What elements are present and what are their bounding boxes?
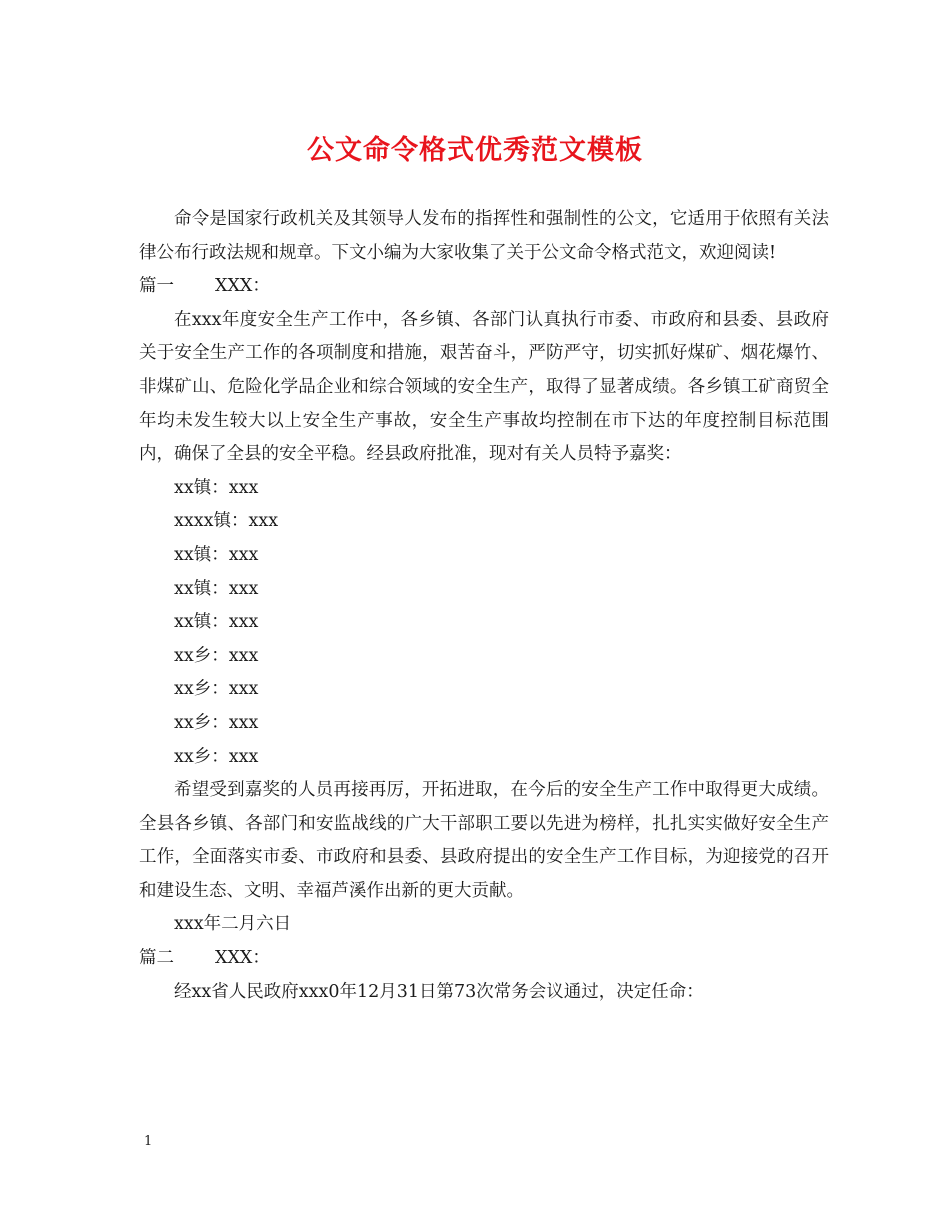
award-item: xx乡：xxx (174, 679, 259, 700)
section1-body: 在xxx年度安全生产工作中，各乡镇、各部门认真执行市委、市政府和县委、县政府关于安全生产工作的各项制度和措施，艰苦奋斗，严防严守，切实抓好煤矿、烟花爆竹、非煤矿山、危险化学品企业和综合领域的安全生产，取得了显著成绩。各乡镇工矿商贸全年均未发生较大以上安全生产事故，安全生产事故均控制在市下达的年度控制目标范围内，确保了全县的安全平稳。经县政府批准，现对有关人员特予嘉奖： (139, 309, 829, 465)
section1-date: xxx年二月六日 (174, 914, 292, 935)
section2-body: 经xx省人民政府xxx0年12月31日第73次常务会议通过，决定任命： (174, 981, 704, 1002)
page-number: 1 (144, 1134, 153, 1149)
section-addressee: XXX： (215, 276, 270, 297)
section-label: 篇一 (139, 276, 174, 297)
intro-paragraph: 命令是国家行政机关及其领导人发布的指挥性和强制性的公文，它适用于依照有关法律公布行政法规和规章。下文小编为大家收集了关于公文命令格式范文，欢迎阅读! (139, 209, 829, 263)
section1-closing: 希望受到嘉奖的人员再接再厉，开拓进取，在今后的安全生产工作中取得更大成绩。全县各乡镇、各部门和安监战线的广大干部职工要以先进为榜样，扎扎实实做好安全生产工作，全面落实市委、市政府和县委、县政府提出的安全生产工作目标，为迎接党的召开和建设生态、文明、幸福芦溪作出新的更大贡献。 (139, 780, 829, 901)
award-item: xx镇：xxx (174, 578, 259, 599)
award-item: xx镇：xxx (174, 612, 259, 633)
award-item: xx镇：xxx (174, 477, 259, 498)
section-addressee: XXX： (215, 948, 270, 969)
award-item: xx乡：xxx (174, 712, 259, 733)
section-label: 篇二 (139, 948, 174, 969)
award-list (139, 472, 829, 774)
document-body (139, 203, 829, 1009)
award-item: xx乡：xxx (174, 645, 259, 666)
award-item: xx乡：xxx (174, 746, 259, 767)
section-heading-2 (139, 942, 829, 976)
page-title: 公文命令格式优秀范文模板 (307, 135, 643, 166)
award-item: xxxx镇：xxx (174, 511, 279, 532)
section-heading-1 (139, 270, 829, 304)
award-item: xx镇：xxx (174, 544, 259, 565)
